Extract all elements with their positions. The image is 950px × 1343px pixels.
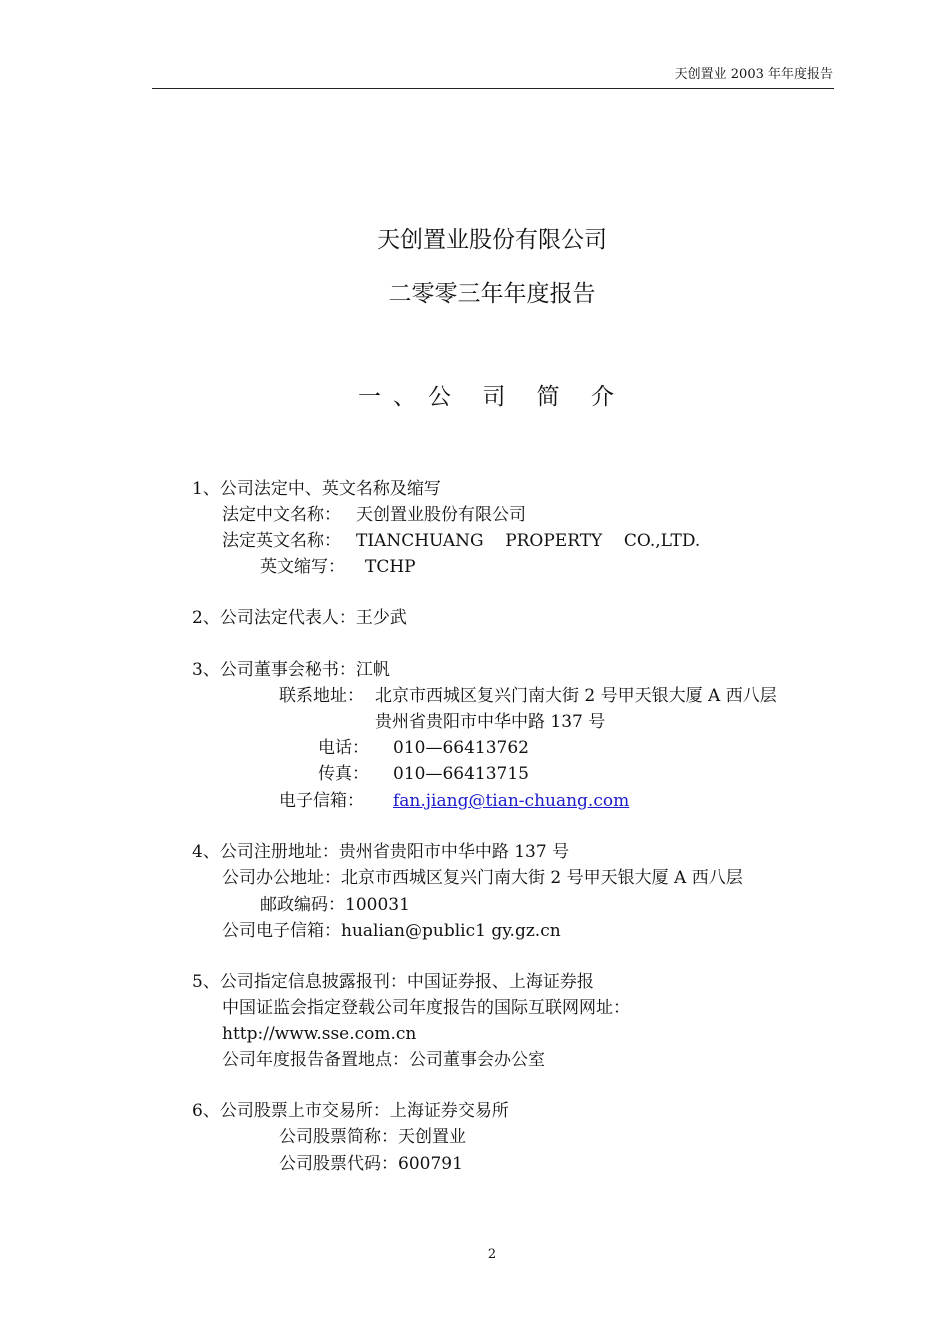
contact-address-1: 北京市西城区复兴门南大街 2 号甲天银大厦 A 西八层 [375,686,777,706]
tel-value: 010—66413762 [393,738,529,758]
header-rule [152,88,834,89]
company-email: 公司电子信箱：hualian@public1 gy.gz.cn [222,921,561,941]
en-name-value: TIANCHUANG PROPERTY CO.,LTD. [356,531,701,551]
stock-code: 公司股票代码：600791 [279,1154,463,1174]
contact-address-label: 联系地址： [279,686,364,706]
secretary-email-link[interactable]: fan.jiang@tian-chuang.com [393,791,630,811]
cn-name-label: 法定中文名称： [222,505,341,525]
report-location: 公司年度报告备置地点：公司董事会办公室 [222,1050,545,1070]
disclosure-newspapers: 5、公司指定信息披露报刊：中国证券报、上海证券报 [192,972,594,992]
website-url: http://www.sse.com.cn [222,1024,417,1044]
report-title: 二零零三年年度报告 [388,281,596,307]
tel-label: 电话： [318,738,369,758]
legal-representative: 2、公司法定代表人：王少武 [192,608,407,628]
section-title: 一、公 司 简 介 [358,384,626,410]
postcode: 邮政编码：100031 [260,895,410,915]
company-title: 天创置业股份有限公司 [377,227,607,253]
registered-address: 4、公司注册地址：贵州省贵阳市中华中路 137 号 [192,842,570,862]
en-name-label: 法定英文名称： [222,531,341,551]
board-secretary: 3、公司董事会秘书：江帆 [192,660,390,680]
contact-address-2: 贵州省贵阳市中华中路 137 号 [375,712,606,732]
cn-name-value: 天创置业股份有限公司 [356,505,526,525]
email-label: 电子信箱： [279,791,364,811]
stock-short-name: 公司股票简称：天创置业 [279,1127,466,1147]
item-1-heading: 1、公司法定中、英文名称及缩写 [192,479,441,499]
running-header: 天创置业 2003 年年度报告 [674,67,833,82]
fax-label: 传真： [318,764,369,784]
abbr-label: 英文缩写： [260,557,345,577]
fax-value: 010—66413715 [393,764,529,784]
page-number: 2 [487,1247,497,1262]
stock-exchange: 6、公司股票上市交易所：上海证券交易所 [192,1101,509,1121]
abbr-value: TCHP [365,557,416,577]
office-address: 公司办公地址：北京市西城区复兴门南大街 2 号甲天银大厦 A 西八层 [222,868,743,888]
website-label: 中国证监会指定登载公司年度报告的国际互联网网址： [222,998,630,1018]
